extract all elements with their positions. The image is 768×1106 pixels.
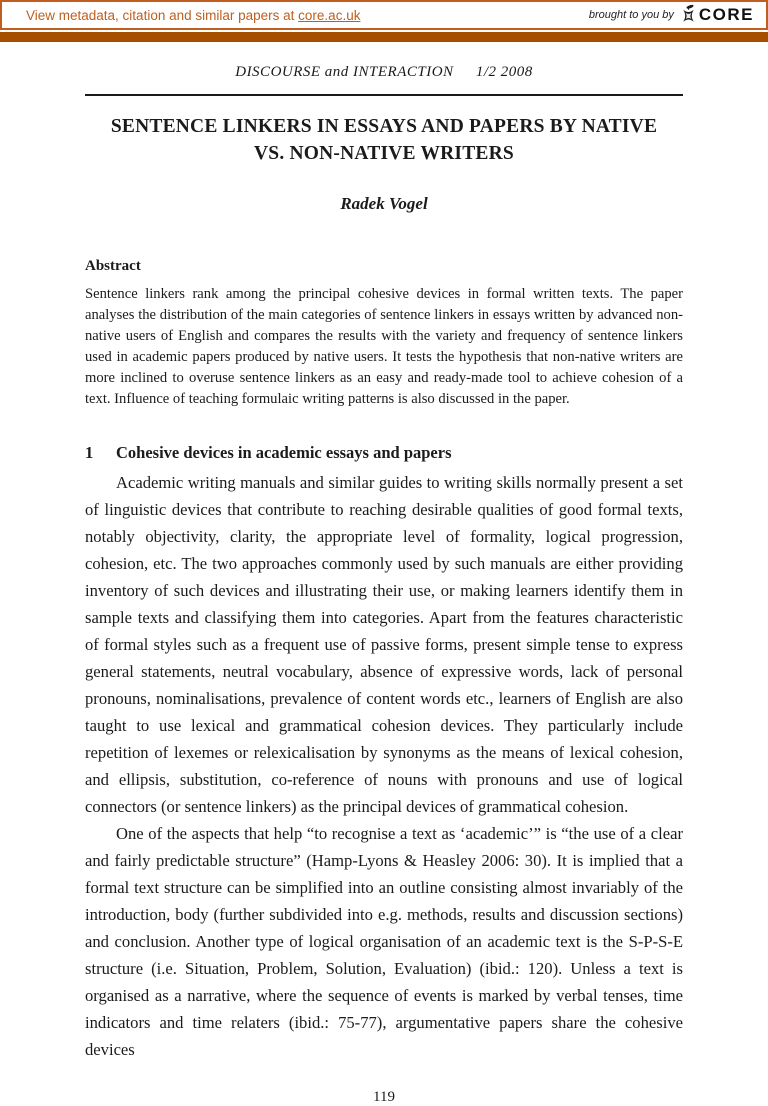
core-logo-text: CORE xyxy=(698,5,754,24)
section-number: 1 xyxy=(85,442,94,462)
journal-name: DISCOURSE and INTERACTION xyxy=(235,64,454,80)
body-paragraph-2: One of the aspects that help “to recognise a text as ‘academic’” is “the use of a clear and fairly predictable structure” (Hamp-Lyons & Heasley 2006: 30). It is implied that a formal text structure can be simplified into an outline consisting almost invariably of the introduction, body (further subdivided into e.g. methods, results and discussion sections) and conclusion. Another type of logical organisation of an academic text is the S-P-S-E structure (i.e. Situation, Problem, Solution, Evaluation) (ibid.: 120). Unless a text is organised as a narrative, where the sequence of events is marked by verbal tenses, time indicators and time relaters (ibid.: 75-77), argumentative papers share the cohesive devices xyxy=(85,823,683,1059)
paper-title-line1: SENTENCE LINKERS IN ESSAYS AND PAPERS BY NATIVE xyxy=(110,116,658,137)
section-heading xyxy=(85,443,683,463)
core-logo[interactable] xyxy=(681,4,754,26)
body-paragraph-1: Academic writing manuals and similar guides to writing skills normally present a set of linguistic devices that contribute to reaching desirable qualities of good formal texts, notably objectivity, clarity, the appropriate level of formality, logical progression, cohesion, etc. The two approaches commonly used by such manuals are either providing inventory of such devices and illustrating their use, or making learners identify them in sample texts and classifying them into categories. Apart from the features characteristic of formal styles such as a frequent use of passive forms, present simple tense to express general statements, neutral vocabulary, absence of expressive words, lack of personal pronouns, nominalisations, prevalence of content words etc., learners of English are also taught to use lexical and grammatical cohesion devices. They particularly include repetition of lexemes or relexicalisation by synonyms as the means of lexical cohesion, and ellipsis, substitution, co-reference of nouns with pronouns and use of logical connectors (or sentence linkers) as the principal devices of grammatical cohesion. xyxy=(85,472,683,816)
section-title: Cohesive devices in academic essays and papers xyxy=(116,442,452,462)
journal-issue: 1/2 2008 xyxy=(475,64,533,80)
apple-core-icon xyxy=(681,4,696,26)
banner-message xyxy=(26,8,360,23)
banner-provider xyxy=(589,4,754,26)
page-number: 119 xyxy=(373,1088,395,1105)
core-ac-uk-link[interactable]: core.ac.uk xyxy=(298,7,361,23)
core-banner xyxy=(0,0,768,30)
paper-title-line2: VS. NON-NATIVE WRITERS xyxy=(254,143,514,165)
journal-header xyxy=(85,64,683,81)
paper-page xyxy=(85,64,683,1106)
banner-accent-bar xyxy=(0,32,768,42)
author-name: Radek Vogel xyxy=(340,193,428,213)
abstract-text: Sentence linkers rank among the principal cohesive devices in formal written texts. The paper analyses the distribution of the main categories of sentence linkers in essays written by advanced non-native users of English and compares the results with the variety and frequency of sentence linkers used in academic papers produced by native users. It tests the hypothesis that non-native writers are more inclined to overuse sentence linkers as an easy and ready-made tool to achieve cohesion of a text. Influence of teaching formulaic writing patterns is also discussed in the paper. xyxy=(85,285,683,407)
paper-title xyxy=(85,113,683,168)
brought-to-you-by-label: brought to you by xyxy=(588,9,674,21)
banner-text: View metadata, citation and similar papers at xyxy=(26,7,295,23)
abstract-heading: Abstract xyxy=(85,257,141,274)
header-divider xyxy=(85,94,683,96)
